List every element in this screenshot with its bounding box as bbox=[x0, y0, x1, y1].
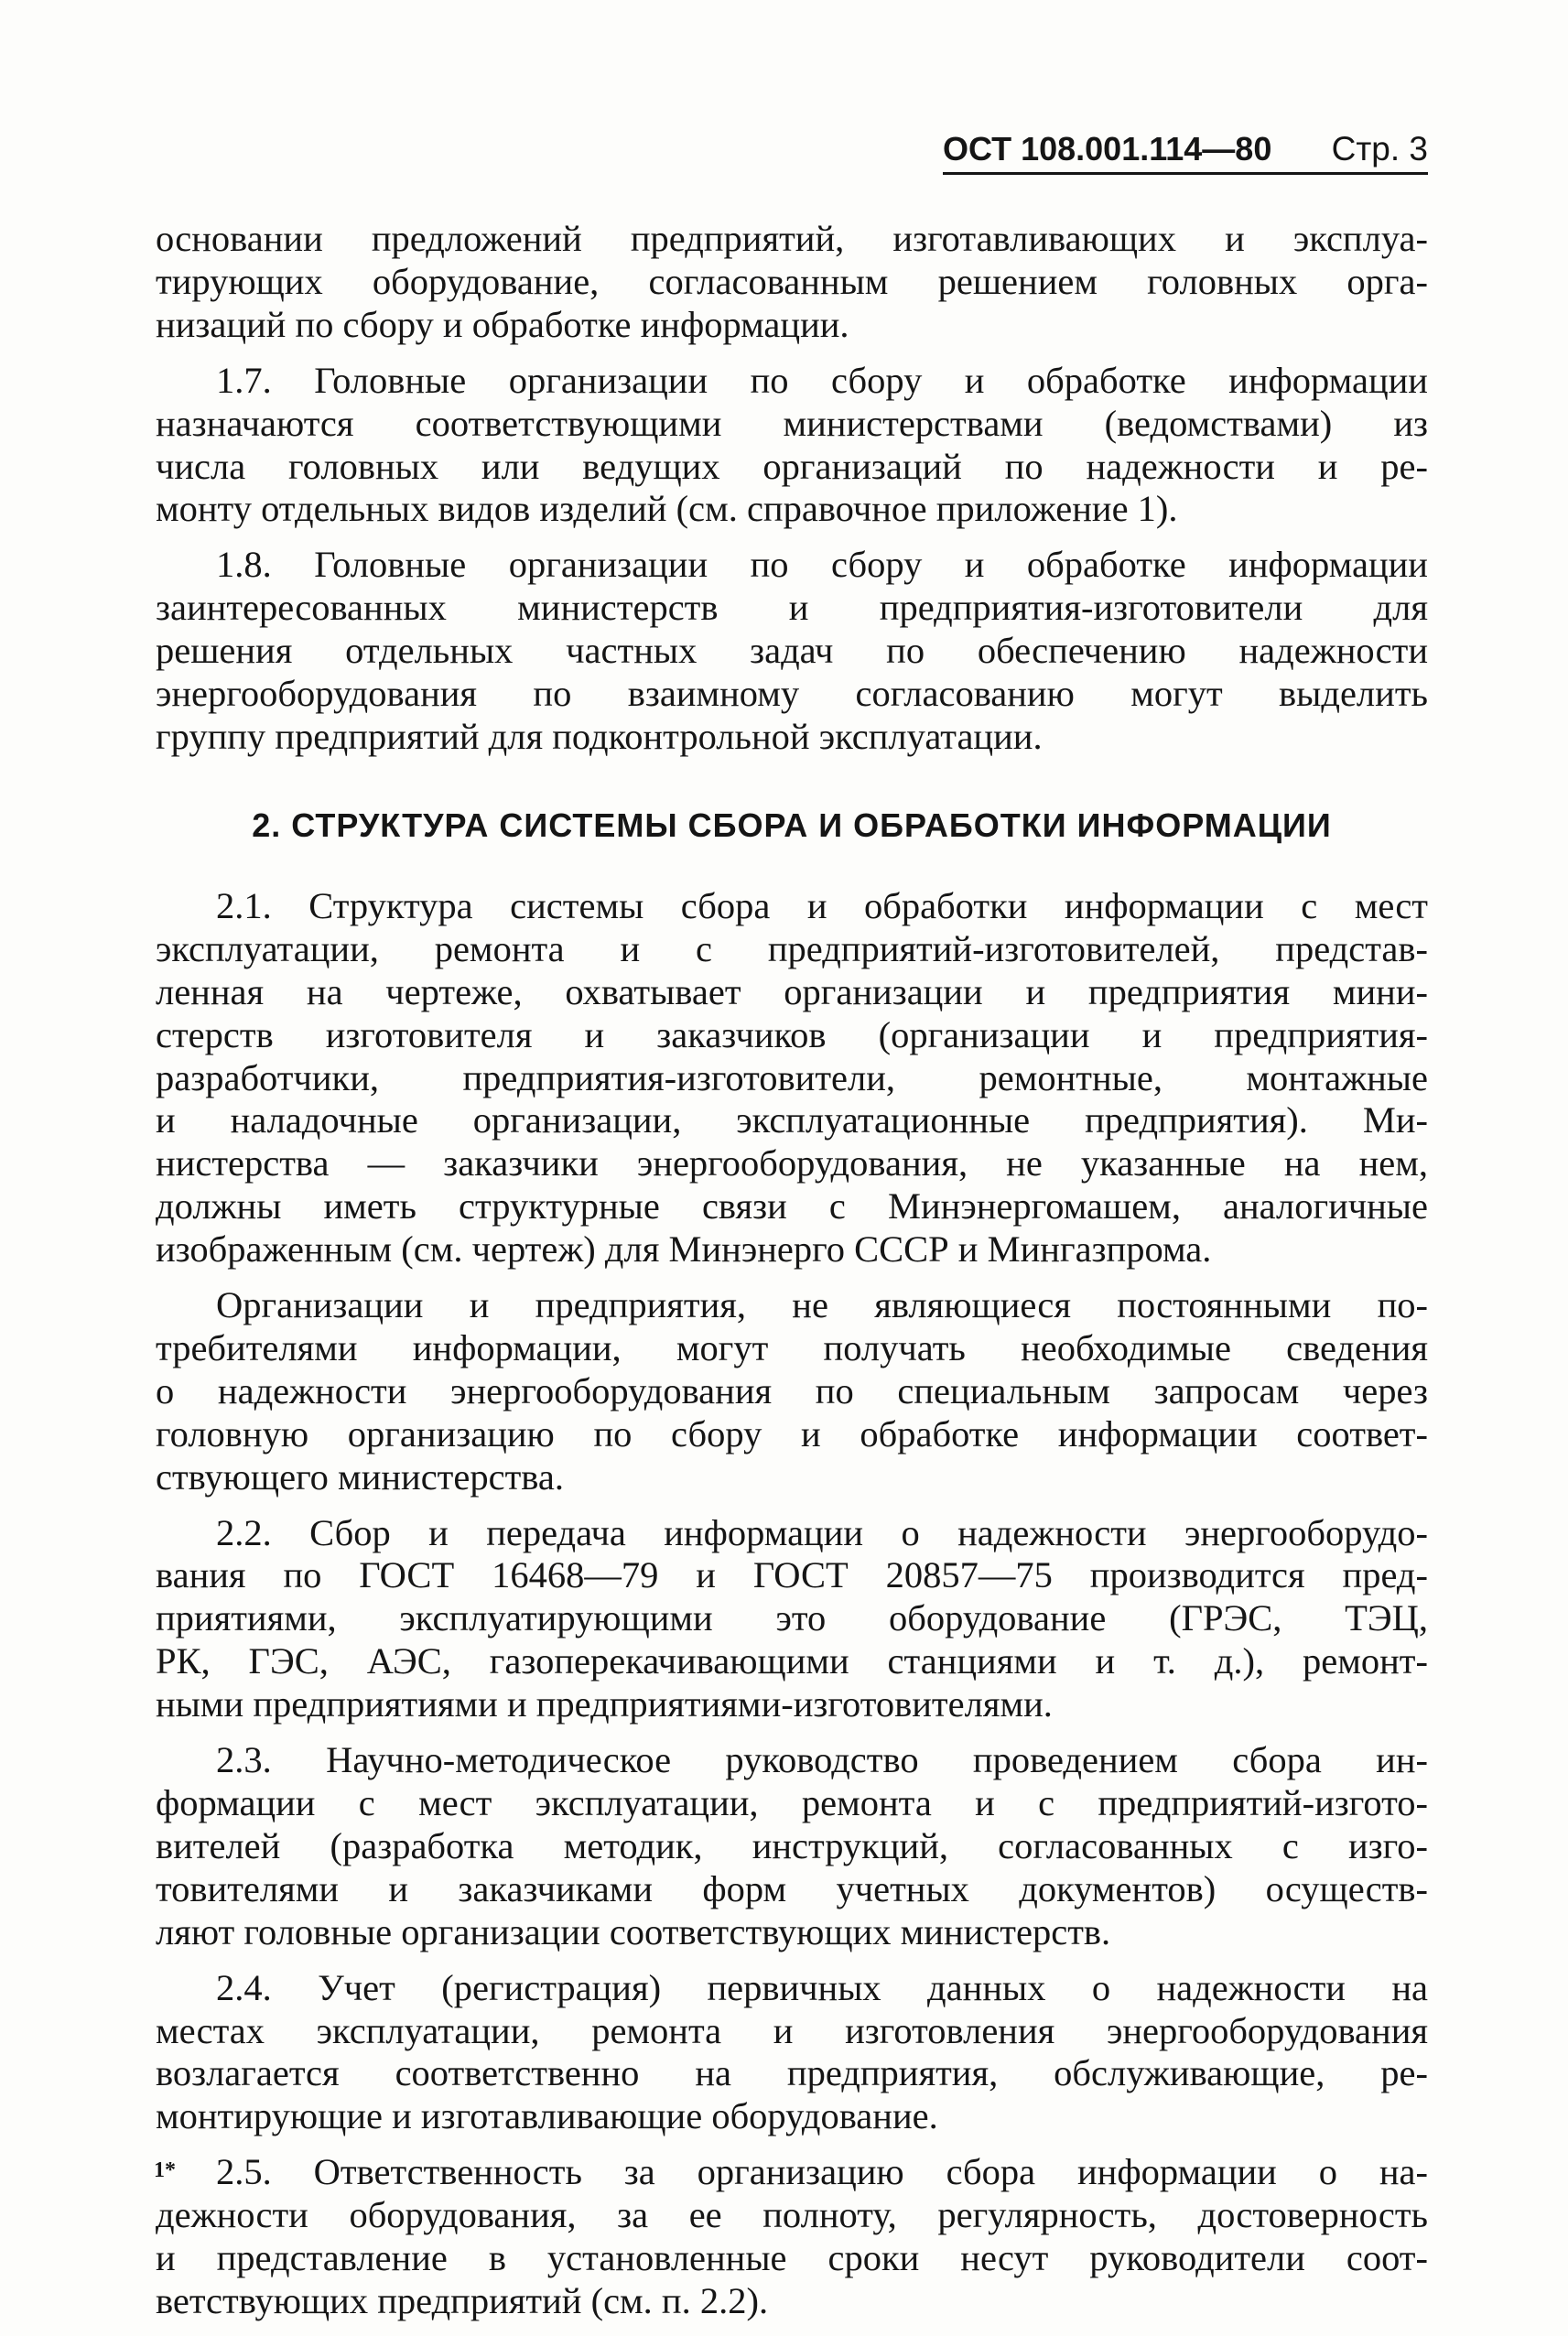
paragraph bbox=[156, 1967, 1428, 2139]
page-number: Стр. 3 bbox=[1331, 130, 1428, 168]
text-line: вителей (разработка методик, инструкций, согласованных с изго- bbox=[156, 1824, 1428, 1866]
text-line: ствующего министерства. bbox=[156, 1455, 564, 1498]
text-line: местах эксплуатации, ремонта и изготовления энергооборудования bbox=[156, 2009, 1428, 2051]
text-line: и представление в установленные сроки несут руководители соот- bbox=[156, 2237, 1428, 2279]
text-line: 2.5. Ответственность за организацию сбора информации о на- bbox=[216, 2151, 1428, 2193]
text-line: головную организацию по сбору и обработке информации соответ- bbox=[156, 1412, 1428, 1455]
text-line: 1.7. Головные организации по сбору и обработке информации bbox=[216, 359, 1428, 401]
text-line: основании предложений предприятий, изготавливающих и эксплуа- bbox=[156, 218, 1428, 259]
text-line: вания по ГОСТ 16468—79 и ГОСТ 20857—75 производится пред- bbox=[156, 1554, 1428, 1596]
text-line: тирующих оборудование, согласованным решением головных орга- bbox=[156, 260, 1428, 302]
standard-code: ОСТ 108.001.114—80 bbox=[943, 130, 1272, 168]
text-line: формации с мест эксплуатации, ремонта и с предприятий-изгото- bbox=[156, 1782, 1428, 1823]
text-line: приятиями, эксплуатирующими это оборудование (ГРЭС, ТЭЦ, bbox=[156, 1597, 1428, 1639]
text-line: решения отдельных частных задач по обеспечению надежности bbox=[156, 630, 1428, 672]
paragraph bbox=[156, 1739, 1428, 1954]
text-line: эксплуатации, ремонта и с предприятий-изготовителей, представ- bbox=[156, 927, 1428, 969]
paragraph bbox=[156, 885, 1428, 1271]
section-title: 2. СТРУКТУРА СИСТЕМЫ СБОРА И ОБРАБОТКИ ИНФОРМАЦИИ bbox=[252, 806, 1332, 844]
text-line: ветствующих предприятий (см. п. 2.2). bbox=[156, 2279, 769, 2321]
paragraph bbox=[156, 1512, 1428, 1727]
paragraphs-after bbox=[156, 885, 1428, 2323]
text-line: стерств изготовителя и заказчиков (организации и предприятия- bbox=[156, 1013, 1428, 1055]
text-line: группу предприятий для подконтрольной эксплуатации. bbox=[156, 715, 1043, 757]
page-header bbox=[943, 130, 1428, 175]
text-line: назначаются соответствующими министерствами (ведомствами) из bbox=[156, 402, 1428, 444]
text-line: изображенным (см. чертеж) для Минэнерго СССР и Мингазпрома. bbox=[156, 1228, 1212, 1271]
text-line: монтирующие и изготавливающие оборудование. bbox=[156, 2095, 938, 2137]
text-line: ными предприятиями и предприятиями-изготовителями. bbox=[156, 1683, 1053, 1725]
text-line: 2.1. Структура системы сбора и обработки информации с мест bbox=[216, 884, 1428, 926]
text-line: 2.2. Сбор и передача информации о надежности энергооборудо- bbox=[216, 1511, 1428, 1553]
text-line: заинтересованных министерств и предприятия-изготовители для bbox=[156, 587, 1428, 629]
text-line: должны иметь структурные связи с Минэнергомашем, аналогичные bbox=[156, 1185, 1428, 1227]
document-body bbox=[156, 218, 1428, 2336]
text-line: нистерства — заказчики энергооборудования, не указанные на нем, bbox=[156, 1142, 1428, 1184]
text-line: 2.3. Научно-методическое руководство проведением сбора ин- bbox=[216, 1739, 1428, 1781]
text-line: товителями и заказчиками форм учетных документов) осуществ- bbox=[156, 1867, 1428, 1909]
text-line: возлагается соответственно на предприятия, обслуживающие, ре- bbox=[156, 2052, 1428, 2094]
paragraph bbox=[156, 218, 1428, 347]
text-line: дежности оборудования, за ее полноту, регулярность, достоверность bbox=[156, 2194, 1428, 2236]
paragraph bbox=[156, 360, 1428, 532]
text-line: энергооборудования по взаимному согласованию могут выделить bbox=[156, 673, 1428, 715]
footnote-mark: 1* bbox=[154, 2158, 176, 2182]
text-line: ляют головные организации соответствующих министерств. bbox=[156, 1910, 1111, 1952]
text-line: монту отдельных видов изделий (см. справочное приложение 1). bbox=[156, 488, 1178, 530]
text-line: 2.4. Учет (регистрация) первичных данных о надежности на bbox=[216, 1966, 1428, 2008]
text-line: о надежности энергооборудования по специальным запросам через bbox=[156, 1369, 1428, 1411]
text-line: низаций по сбору и обработке информации. bbox=[156, 303, 849, 345]
text-line: Организации и предприятия, не являющиеся постоянными по- bbox=[216, 1284, 1428, 1326]
text-line: ленная на чертеже, охватывает организации и предприятия мини- bbox=[156, 970, 1428, 1012]
text-line: требителями информации, могут получать необходимые сведения bbox=[156, 1326, 1428, 1368]
paragraph bbox=[156, 2151, 1428, 2323]
text-line: разработчики, предприятия-изготовители, ремонтные, монтажные bbox=[156, 1056, 1428, 1098]
text-line: 1.8. Головные организации по сбору и обработке информации bbox=[216, 544, 1428, 586]
text-line: и наладочные организации, эксплуатационные предприятия). Ми- bbox=[156, 1099, 1428, 1141]
paragraph bbox=[156, 544, 1428, 759]
text-line: РК, ГЭС, АЭС, газоперекачивающими станциями и т. д.), ремонт- bbox=[156, 1640, 1428, 1682]
text-line: числа головных или ведущих организаций по надежности и ре- bbox=[156, 445, 1428, 487]
paragraph bbox=[156, 1284, 1428, 1499]
paragraphs-before bbox=[156, 218, 1428, 759]
